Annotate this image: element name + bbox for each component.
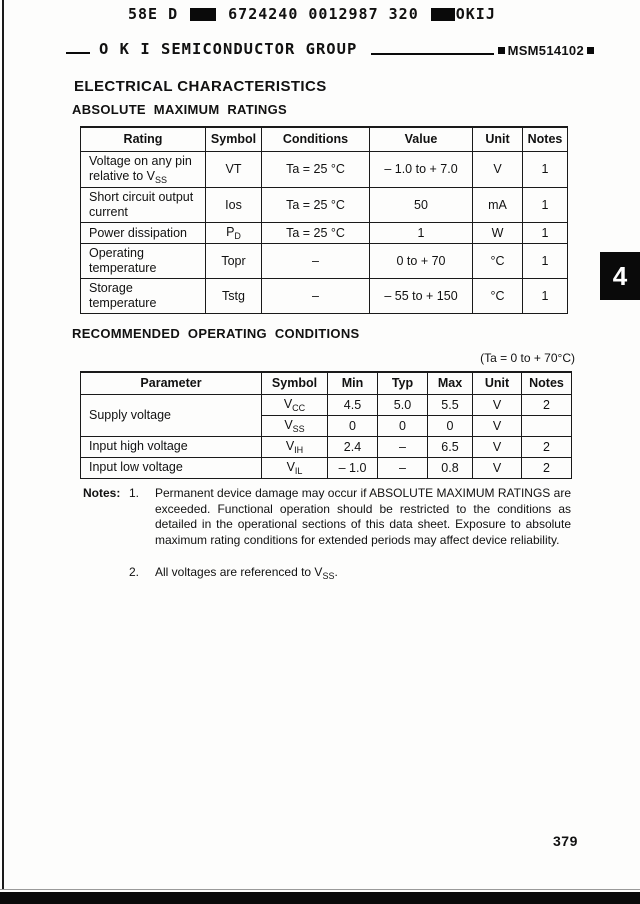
parameter-cell: Supply voltage — [81, 394, 262, 436]
ocr-code-right: OKIJ — [455, 5, 496, 23]
typ-cell: – — [378, 457, 428, 478]
min-cell: 0 — [328, 415, 378, 436]
page-number: 379 — [553, 833, 578, 849]
rating-cell: Voltage on any pin relative to $V_{SS}$ — [81, 151, 206, 188]
parameter-cell: Input high voltage — [81, 436, 262, 457]
table-row — [81, 394, 572, 415]
unit-cell: V — [473, 436, 522, 457]
notes-cell: 2 — [522, 457, 572, 478]
table-row — [81, 244, 568, 279]
parameter-cell: Input low voltage — [81, 457, 262, 478]
symbol-cell: Topr — [206, 244, 262, 279]
column-header: Parameter — [81, 372, 262, 394]
bottom-scan-bar — [0, 892, 640, 904]
notes-label: Notes: — [83, 486, 121, 500]
symbol-cell: $V_{CC}$ — [262, 394, 328, 415]
rating-cell: Short circuit output current — [81, 188, 206, 223]
typ-cell: – — [378, 436, 428, 457]
typ-cell: 5.0 — [378, 394, 428, 415]
table-row — [81, 457, 572, 478]
filled-rectangle-icon — [431, 8, 455, 21]
column-header: Typ — [378, 372, 428, 394]
symbol-cell: VT — [206, 151, 262, 188]
unit-cell: mA — [473, 188, 523, 223]
square-bullet-icon — [587, 47, 594, 54]
column-header: Value — [370, 127, 473, 151]
notes-cell: 2 — [522, 394, 572, 415]
unit-cell: V — [473, 457, 522, 478]
column-header: Conditions — [262, 127, 370, 151]
dash-rule — [66, 52, 90, 54]
rating-cell: Storage temperature — [81, 279, 206, 314]
unit-cell: °C — [473, 279, 523, 314]
value-cell: 0 to + 70 — [370, 244, 473, 279]
notes-cell — [522, 415, 572, 436]
section-title-absolute-maximum-ratings: ABSOLUTE MAXIMUM RATINGS — [72, 102, 288, 117]
notes-cell: 2 — [522, 436, 572, 457]
conditions-cell: – — [262, 244, 370, 279]
column-header: Min — [328, 372, 378, 394]
part-number-badge — [498, 43, 594, 58]
notes-cell: 1 — [523, 188, 568, 223]
symbol-cell: $P_D$ — [206, 223, 262, 244]
square-bullet-icon — [498, 47, 505, 54]
rating-cell: Operating temperature — [81, 244, 206, 279]
left-scan-border — [2, 0, 4, 890]
section-title-recommended-operating-conditions: RECOMMENDED OPERATING CONDITIONS — [72, 326, 360, 341]
conditions-cell: – — [262, 279, 370, 314]
symbol-cell: $V_{SS}$ — [262, 415, 328, 436]
notes-cell: 1 — [523, 279, 568, 314]
ambient-temperature-condition: (Ta = 0 to + 70°C) — [480, 351, 575, 365]
table-row — [81, 223, 568, 244]
part-number: MSM514102 — [507, 43, 584, 58]
table-row — [81, 188, 568, 223]
ocr-code-left: 58E D — [128, 5, 179, 23]
conditions-cell: Ta = 25 °C — [262, 223, 370, 244]
brand-header — [66, 38, 594, 60]
symbol-cell: $V_{IH}$ — [262, 436, 328, 457]
unit-cell: V — [473, 151, 523, 188]
table-row — [81, 436, 572, 457]
column-header: Unit — [473, 127, 523, 151]
notes-cell: 1 — [523, 223, 568, 244]
table-row — [81, 279, 568, 314]
max-cell: 6.5 — [428, 436, 473, 457]
brand-name: O K I SEMICONDUCTOR GROUP — [99, 40, 358, 58]
section-title-electrical-characteristics: ELECTRICAL CHARACTERISTICS — [74, 78, 327, 95]
symbol-cell: Ios — [206, 188, 262, 223]
typ-cell: 0 — [378, 415, 428, 436]
min-cell: – 1.0 — [328, 457, 378, 478]
recommended-operating-conditions-table — [80, 371, 572, 479]
value-cell: – 55 to + 150 — [370, 279, 473, 314]
note-2-text: All voltages are referenced to $V_{SS}$. — [155, 565, 338, 581]
max-cell: 0.8 — [428, 457, 473, 478]
min-cell: 4.5 — [328, 394, 378, 415]
column-header: Symbol — [206, 127, 262, 151]
table-header-row — [81, 127, 568, 151]
table-header-row — [81, 372, 572, 394]
symbol-cell: Tstg — [206, 279, 262, 314]
column-header: Notes — [522, 372, 572, 394]
unit-cell: W — [473, 223, 523, 244]
notes-section — [83, 486, 573, 585]
filled-rectangle-icon — [190, 8, 216, 21]
unit-cell: V — [473, 415, 522, 436]
unit-cell: V — [473, 394, 522, 415]
ocr-code-middle: 6724240 0012987 320 — [228, 5, 419, 23]
note-number: 1. — [129, 486, 140, 500]
rating-cell: Power dissipation — [81, 223, 206, 244]
scan-artifact-line — [0, 889, 640, 890]
value-cell: 50 — [370, 188, 473, 223]
column-header: Max — [428, 372, 473, 394]
horizontal-rule — [371, 53, 493, 55]
unit-cell: °C — [473, 244, 523, 279]
max-cell: 0 — [428, 415, 473, 436]
min-cell: 2.4 — [328, 436, 378, 457]
max-cell: 5.5 — [428, 394, 473, 415]
ocr-header-line — [128, 5, 496, 23]
column-header: Unit — [473, 372, 522, 394]
value-cell: 1 — [370, 223, 473, 244]
absolute-maximum-ratings-table — [80, 126, 568, 314]
column-header: Symbol — [262, 372, 328, 394]
notes-cell: 1 — [523, 151, 568, 188]
conditions-cell: Ta = 25 °C — [262, 151, 370, 188]
table-row — [81, 151, 568, 188]
note-number: 2. — [129, 565, 140, 579]
value-cell: – 1.0 to + 7.0 — [370, 151, 473, 188]
notes-cell: 1 — [523, 244, 568, 279]
symbol-cell: $V_{IL}$ — [262, 457, 328, 478]
chapter-tab: 4 — [600, 252, 640, 300]
column-header: Notes — [523, 127, 568, 151]
column-header: Rating — [81, 127, 206, 151]
note-1-text: Permanent device damage may occur if ABSOLUTE MAXIMUM RATINGS are exceeded. Functional operation should be restricted to the conditions as detailed in the operational sections of this data sheet. Exposure to absolute maximum rating conditions for extended periods may affect device reliability. — [155, 486, 571, 547]
conditions-cell: Ta = 25 °C — [262, 188, 370, 223]
